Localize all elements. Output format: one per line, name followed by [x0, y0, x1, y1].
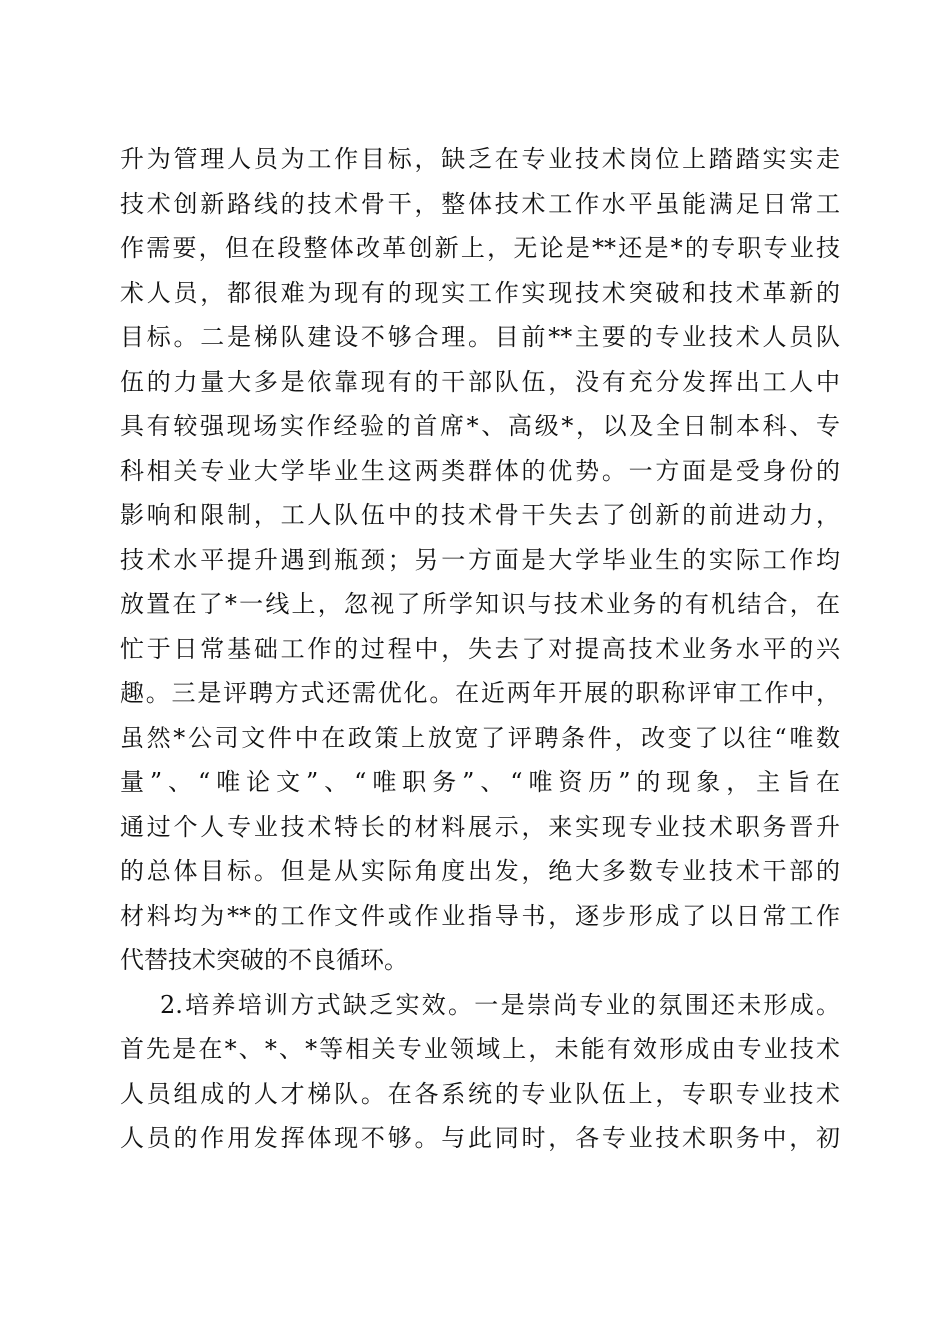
text-line: 技术创新路线的技术骨干，整体技术工作水平虽能满足日常工 — [120, 189, 840, 218]
text-line: 首先是在*、*、*等相关专业领域上，未能有效形成由专业技术 — [120, 1035, 840, 1063]
text-line: 术人员，都很难为现有的现实工作实现技术突破和技术革新的 — [120, 278, 840, 307]
text-line: 作需要，但在段整体改革创新上，无论是**还是*的专职专业技 — [120, 234, 840, 262]
text-line: 人员的作用发挥体现不够。与此同时，各专业技术职务中，初 — [120, 1124, 840, 1152]
text-line: 具有较强现场实作经验的首席*、高级*，以及全日制本科、专 — [120, 412, 840, 440]
text-line: 升为管理人员为工作目标，缺乏在专业技术岗位上踏踏实实走 — [120, 145, 840, 173]
text-line: 技术水平提升遇到瓶颈；另一方面是大学毕业生的实际工作均 — [120, 545, 840, 574]
text-line: 放置在了*一线上，忽视了所学知识与技术业务的有机结合，在 — [120, 590, 840, 618]
text-line-heading: 2.培养培训方式缺乏实效。一是崇尚专业的氛围还未形成。 — [160, 990, 840, 1019]
text-line: 影响和限制，工人队伍中的技术骨干失去了创新的前进动力， — [120, 501, 840, 529]
text-line: 伍的力量大多是依靠现有的干部队伍，没有充分发挥出工人中 — [120, 367, 840, 396]
text-line: 量”、“唯论文”、“唯职务”、“唯资历”的现象，主旨在 — [120, 768, 840, 796]
document-body — [120, 137, 840, 1161]
text-line: 忙于日常基础工作的过程中，失去了对提高技术业务水平的兴 — [120, 634, 840, 663]
text-line: 趣。三是评聘方式还需优化。在近两年开展的职称评审工作中， — [120, 679, 840, 707]
text-line: 虽然*公司文件中在政策上放宽了评聘条件，改变了以往“唯数 — [120, 723, 840, 752]
text-line: 的总体目标。但是从实际角度出发，绝大多数专业技术干部的 — [120, 857, 840, 885]
text-line: 材料均为**的工作文件或作业指导书，逐步形成了以日常工作 — [120, 901, 840, 930]
text-line: 人员组成的人才梯队。在各系统的专业队伍上，专职专业技术 — [120, 1079, 840, 1108]
text-line: 科相关专业大学毕业生这两类群体的优势。一方面是受身份的 — [120, 456, 840, 485]
text-line: 目标。二是梯队建设不够合理。目前**主要的专业技术人员队 — [120, 323, 840, 351]
text-line: 代替技术突破的不良循环。 — [120, 946, 408, 974]
text-line: 通过个人专业技术特长的材料展示，来实现专业技术职务晋升 — [120, 812, 840, 841]
